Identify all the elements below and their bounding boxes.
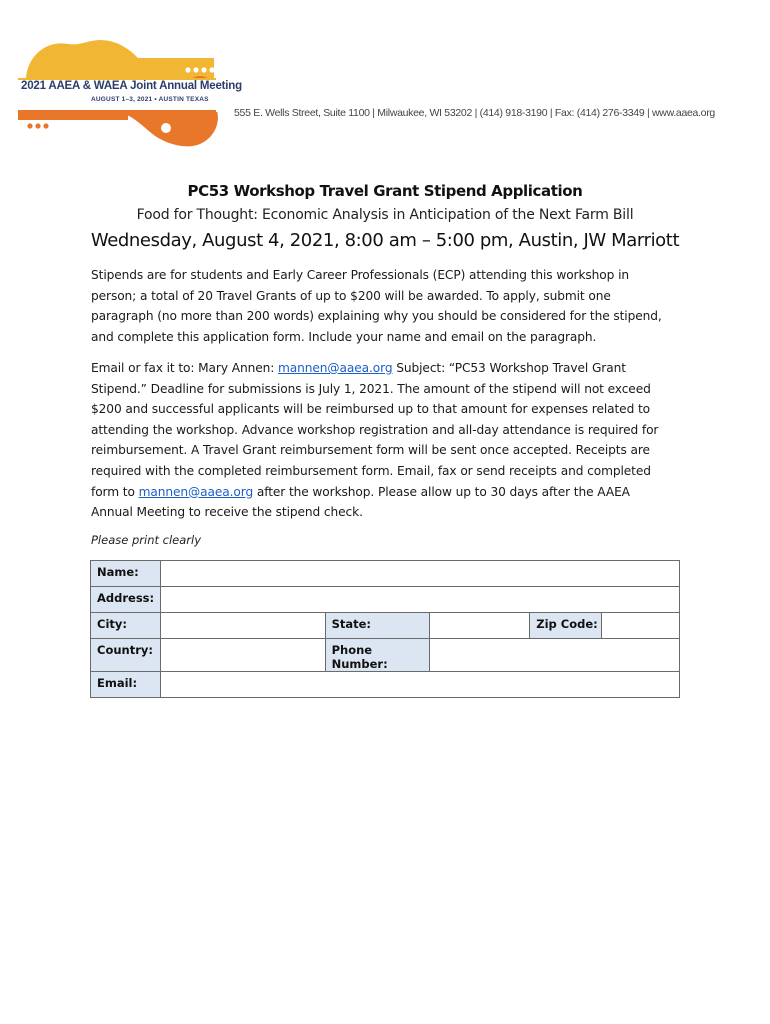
text-line: $200 and successful applicants will be reimbursed up to that amount for expenses related to xyxy=(91,402,651,417)
text-line: and complete this application form. Include your name and email on the paragraph. xyxy=(91,329,597,344)
state-field[interactable] xyxy=(430,613,530,639)
text-segment: form to xyxy=(91,484,139,499)
text-segment: Email or fax it to: Mary Annen: xyxy=(91,361,278,375)
country-field[interactable] xyxy=(160,639,325,672)
logo-subtitle: AUGUST 1–3, 2021 • AUSTIN TEXAS xyxy=(91,96,209,103)
zip-field[interactable] xyxy=(602,613,680,639)
form-row-country xyxy=(91,639,680,672)
form-row-email xyxy=(91,672,680,698)
print-instruction: Please print clearly xyxy=(91,533,202,547)
workshop-subtitle: Food for Thought: Economic Analysis in Anticipation of the Next Farm Bill xyxy=(136,207,634,223)
phone-label: Phone Number: xyxy=(325,639,430,672)
text-line: Annual Meeting to receive the stipend check. xyxy=(91,505,363,520)
country-label: Country: xyxy=(91,639,161,672)
text-line: Stipends are for students and Early Career Professionals (ECP) attending this workshop in xyxy=(91,268,629,282)
text-segment: after the workshop. Please allow up to 30 days after the AAEA xyxy=(253,484,630,499)
letterhead xyxy=(0,0,770,160)
form-row-address xyxy=(91,587,680,613)
logo-title: 2021 AAEA & WAEA Joint Annual Meeting xyxy=(21,80,242,92)
text-line xyxy=(91,482,681,503)
text-line: person; a total of 20 Travel Grants of up to $200 will be awarded. To apply, submit one xyxy=(91,288,611,303)
email-link[interactable]: mannen@aaea.org xyxy=(138,484,254,499)
workshop-date: Wednesday, August 4, 2021, 8:00 am – 5:00 pm, Austin, JW Marriott xyxy=(90,230,680,251)
email-label: Email: xyxy=(91,672,161,698)
state-label: State: xyxy=(325,613,430,639)
text-segment: Subject: “PC53 Workshop Travel Grant xyxy=(392,361,626,375)
text-line: reimbursement. A Travel Grant reimbursement form will be sent once accepted. Receipts are xyxy=(91,443,650,458)
text-line: Stipend.” Deadline for submissions is July 1, 2021. The amount of the stipend will not exceed xyxy=(91,381,651,396)
city-label: City: xyxy=(91,613,161,639)
application-title: PC53 Workshop Travel Grant Stipend Application xyxy=(187,182,583,200)
email-link[interactable]: mannen@aaea.org xyxy=(278,361,393,375)
name-field[interactable] xyxy=(160,561,679,587)
meeting-logo xyxy=(18,36,242,150)
text-line xyxy=(91,358,681,379)
form-row-city xyxy=(91,613,680,639)
text-line: required with the completed reimbursement form. Email, fax or send receipts and completed xyxy=(91,463,651,478)
zip-label: Zip Code: xyxy=(530,613,602,639)
form-row-name xyxy=(91,561,680,587)
text-line: paragraph (no more than 200 words) explaining why you should be considered for the stipend, xyxy=(91,309,662,324)
address-field[interactable] xyxy=(160,587,679,613)
text-line: attending the workshop. Advance workshop registration and all-day attendance is required for xyxy=(91,422,659,437)
address-label: Address: xyxy=(91,587,161,613)
name-label: Name: xyxy=(91,561,161,587)
phone-field[interactable] xyxy=(430,639,680,672)
guitar-logo-icon xyxy=(18,36,222,150)
application-form xyxy=(90,560,680,698)
city-field[interactable] xyxy=(160,613,325,639)
submission-paragraph xyxy=(91,358,681,523)
email-field[interactable] xyxy=(160,672,679,698)
eligibility-paragraph xyxy=(91,265,681,347)
contact-address: 555 E. Wells Street, Suite 1100 | Milwaukee, WI 53202 | (414) 918-3190 | Fax: (414) 276-3349 | www.aaea.org xyxy=(234,107,715,119)
